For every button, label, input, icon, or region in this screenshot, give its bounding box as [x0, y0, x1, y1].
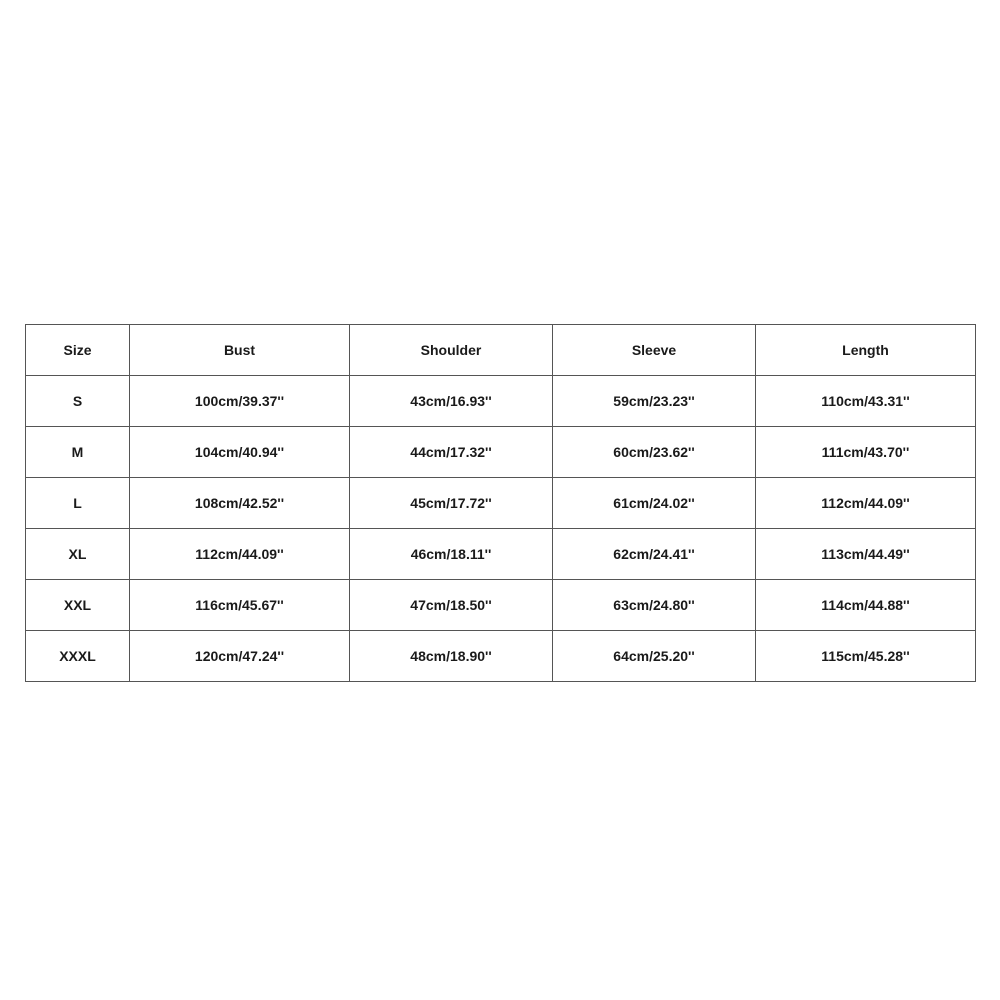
bust-cell: 104cm/40.94'': [130, 427, 350, 478]
bust-cell: 112cm/44.09'': [130, 529, 350, 580]
table-row: [26, 631, 976, 682]
table-row: [26, 376, 976, 427]
sleeve-cell: 60cm/23.62'': [553, 427, 756, 478]
size-chart-table: [25, 324, 976, 682]
table-row: [26, 427, 976, 478]
header-bust: Bust: [130, 325, 350, 376]
length-cell: 111cm/43.70'': [756, 427, 976, 478]
size-cell: L: [26, 478, 130, 529]
shoulder-cell: 47cm/18.50'': [350, 580, 553, 631]
header-size: Size: [26, 325, 130, 376]
length-cell: 115cm/45.28'': [756, 631, 976, 682]
header-sleeve: Sleeve: [553, 325, 756, 376]
table-header-row: [26, 325, 976, 376]
length-cell: 110cm/43.31'': [756, 376, 976, 427]
sleeve-cell: 61cm/24.02'': [553, 478, 756, 529]
shoulder-cell: 44cm/17.32'': [350, 427, 553, 478]
shoulder-cell: 45cm/17.72'': [350, 478, 553, 529]
size-cell: S: [26, 376, 130, 427]
size-cell: M: [26, 427, 130, 478]
bust-cell: 108cm/42.52'': [130, 478, 350, 529]
sleeve-cell: 59cm/23.23'': [553, 376, 756, 427]
shoulder-cell: 48cm/18.90'': [350, 631, 553, 682]
size-cell: XXXL: [26, 631, 130, 682]
sleeve-cell: 62cm/24.41'': [553, 529, 756, 580]
header-length: Length: [756, 325, 976, 376]
sleeve-cell: 63cm/24.80'': [553, 580, 756, 631]
header-shoulder: Shoulder: [350, 325, 553, 376]
size-cell: XL: [26, 529, 130, 580]
shoulder-cell: 43cm/16.93'': [350, 376, 553, 427]
shoulder-cell: 46cm/18.11'': [350, 529, 553, 580]
table-row: [26, 529, 976, 580]
length-cell: 113cm/44.49'': [756, 529, 976, 580]
bust-cell: 116cm/45.67'': [130, 580, 350, 631]
table-row: [26, 580, 976, 631]
table-row: [26, 478, 976, 529]
size-cell: XXL: [26, 580, 130, 631]
bust-cell: 100cm/39.37'': [130, 376, 350, 427]
sleeve-cell: 64cm/25.20'': [553, 631, 756, 682]
bust-cell: 120cm/47.24'': [130, 631, 350, 682]
length-cell: 112cm/44.09'': [756, 478, 976, 529]
length-cell: 114cm/44.88'': [756, 580, 976, 631]
